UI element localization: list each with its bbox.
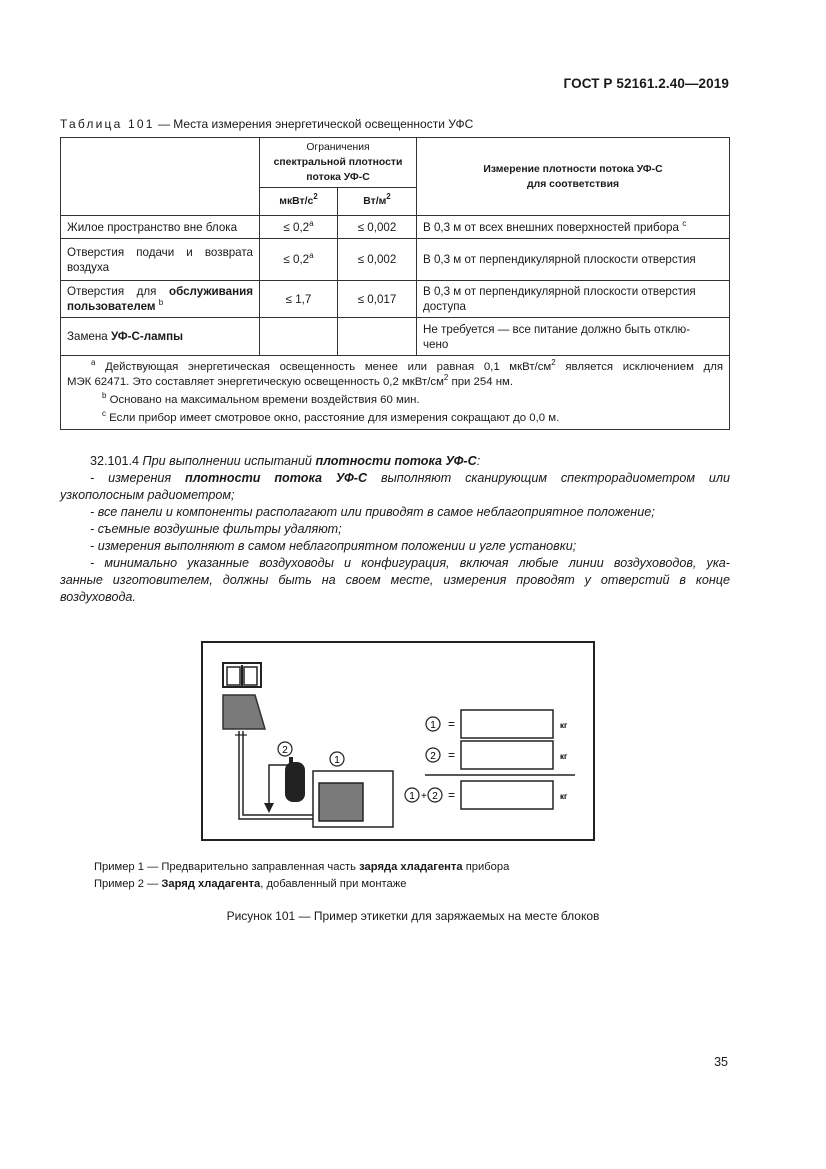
- m1b-text: 1: [430, 720, 436, 731]
- m1c-text: 1: [409, 791, 415, 802]
- arrow-down-icon: [264, 803, 274, 813]
- row-measure: Не требуется — все питание должно быть отклю- чено: [417, 318, 730, 356]
- table-footnotes: [61, 356, 730, 430]
- section-item-4: - измерения выполняют в самом неблагоприятном положении и угле установки;: [90, 539, 577, 553]
- refrigerant-label-figure: [201, 641, 595, 841]
- row-measure: В 0,3 м от перпендикулярной плоскости отверстия доступа: [417, 281, 730, 318]
- measure-header-line2: для соответствия: [527, 178, 620, 190]
- footnote-c: $^c$ Если прибор имеет смотровое окно, расстояние для измерения сокращают до 0,0 м.: [102, 409, 560, 424]
- plus-text: +: [421, 791, 427, 802]
- footnote-a-line1: $^a$ Действующая энергетическая освещенность менее или равная 0,1 мкВт/$см^2$ является исключением для: [91, 358, 724, 373]
- row-value-2: ≤ 0,017: [338, 281, 417, 318]
- marker-1-icon: [330, 752, 344, 766]
- label-row-sum: [405, 781, 568, 809]
- m2a-text: 2: [282, 745, 288, 756]
- row-place: Замена УФ-С-лампы: [61, 318, 260, 356]
- table-caption-text: — Места измерения энергетической освещенности УФС: [154, 117, 474, 131]
- uv-measurement-table: [60, 137, 730, 430]
- section-item-5-line2: занные изготовителем, должны быть на своем месте, измерения проводят у отверстий в конце: [60, 573, 730, 587]
- label-row-2: [426, 741, 568, 769]
- section-item-5-line1: - минимально указанные воздуховоды и конфигурация, включая любые линии воздуховодов, ука-: [90, 556, 730, 570]
- row-place: Отверстия подачи и возврата воздуха: [61, 239, 260, 281]
- row-value-1: ≤ 1,7: [260, 281, 338, 318]
- table-row: [61, 239, 730, 281]
- outdoor-unit-panel: [319, 783, 363, 821]
- table-row: [61, 216, 730, 239]
- section-item-1: - измерения плотности потока УФ-С выполняют сканирующим спектрорадиометром или: [90, 471, 731, 485]
- figure-caption-example-2: Пример 2 — Заряд хладагента, добавленный при монтаже: [94, 878, 407, 890]
- table-header-limits: [260, 138, 417, 188]
- eq2-text: =: [448, 748, 456, 762]
- section-item-2: - все панели и компоненты располагают или приводят в самое неблагоприятное положение;: [90, 505, 655, 519]
- row-value-2: [338, 318, 417, 356]
- figure-title: Рисунок 101 — Пример этикетки для заряжаемых на месте блоков: [226, 909, 600, 923]
- section-item-1-cont: узкополосным радиометром;: [60, 488, 235, 502]
- table-caption-prefix: Таблица 101: [60, 117, 155, 131]
- marker-2-icon: [278, 742, 292, 756]
- manual-book-icon: [223, 663, 261, 687]
- section-intro: 32.101.4 При выполнении испытаний плотности потока УФ-С:: [90, 454, 481, 468]
- row-place: Жилое пространство вне блока: [61, 216, 260, 239]
- indoor-unit-shape: [223, 695, 265, 729]
- page-number: 35: [714, 1055, 728, 1069]
- u3-text: кг: [560, 792, 568, 801]
- unit-header-2: $Вт/м^2$: [338, 188, 417, 216]
- table-header-empty: [61, 138, 260, 216]
- u1-text: кг: [560, 721, 568, 730]
- section-item-5-line3: воздуховода.: [60, 590, 136, 604]
- footnote-b: $^b$ Основано на максимальном времени воздействия 60 мин.: [102, 391, 420, 406]
- footnote-a-line2: МЭК 62471. Это составляет энергетическую освещенность 0,2 мкВт/$см^2$ при 254 нм.: [67, 373, 514, 388]
- measure-header-line1: Измерение плотности потока УФ-С: [483, 163, 663, 175]
- limits-line3: потока УФ-С: [306, 172, 370, 183]
- section-item-3: - съемные воздушные фильтры удаляют;: [90, 522, 342, 536]
- row-value-1: [260, 318, 338, 356]
- figure-caption-example-1: Пример 1 — Предварительно заправленная часть заряда хладагента прибора: [94, 861, 510, 873]
- label-row-1: [426, 710, 568, 738]
- table-row: [61, 318, 730, 356]
- limits-line2: спектральной плотности: [273, 157, 403, 168]
- row-value-1: ≤ 0,2$^a$: [260, 216, 338, 239]
- refrigerant-cylinder-icon: [285, 757, 305, 802]
- m2b-text: 2: [430, 751, 436, 762]
- row-value-2: ≤ 0,002: [338, 216, 417, 239]
- limits-line1: Ограничения: [306, 142, 370, 153]
- row-value-1: ≤ 0,2$^a$: [260, 239, 338, 281]
- figure-drawing: [203, 643, 593, 839]
- row-place: Отверстия для обслуживания пользователем $^b$: [61, 281, 260, 318]
- eq3-text: =: [448, 788, 456, 802]
- table-caption: [60, 117, 473, 131]
- eq1-text: =: [448, 717, 456, 731]
- table-header-measure: [417, 138, 730, 216]
- table-row: [61, 281, 730, 318]
- unit-header-1: мкВт/$с^2$: [260, 188, 338, 216]
- row-value-2: ≤ 0,002: [338, 239, 417, 281]
- m1a-text: 1: [334, 755, 340, 766]
- u2-text: кг: [560, 752, 568, 761]
- m2c-text: 2: [432, 791, 438, 802]
- row-measure: В 0,3 м от перпендикулярной плоскости отверстия: [417, 239, 730, 281]
- standard-header: ГОСТ Р 52161.2.40—2019: [563, 76, 729, 91]
- row-measure: В 0,3 м от всех внешних поверхностей прибора $^c$: [417, 216, 730, 239]
